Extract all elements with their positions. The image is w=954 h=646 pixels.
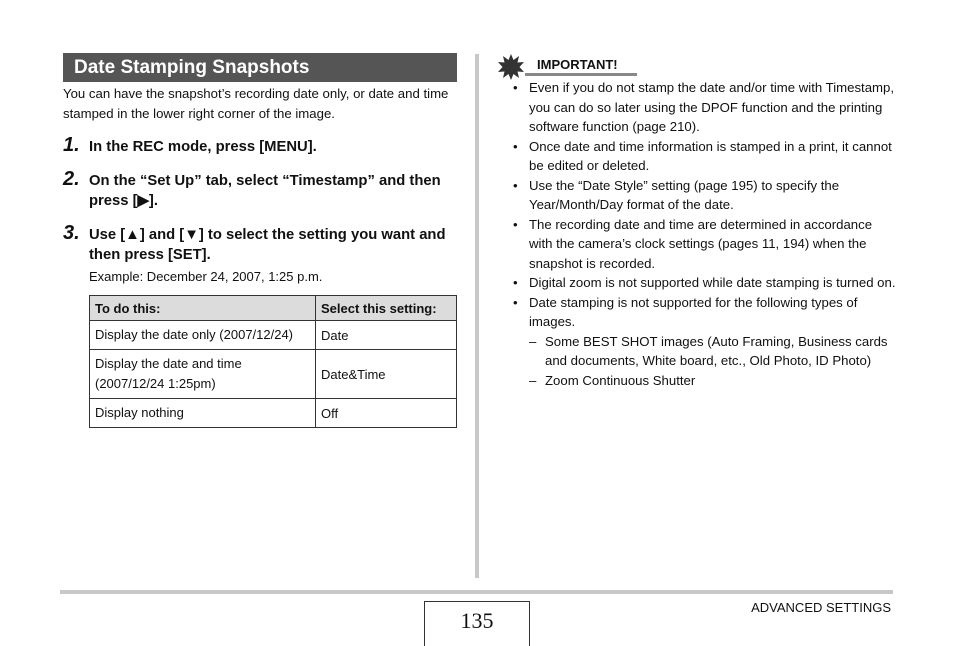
step-text: In the REC mode, press [MENU]. bbox=[89, 139, 317, 155]
left-column bbox=[63, 53, 457, 284]
step-3 bbox=[63, 222, 457, 265]
table-cell: Display the date and time (2007/12/24 1:25pm) bbox=[90, 350, 316, 399]
bullet-icon: • bbox=[513, 275, 518, 290]
table-row bbox=[90, 321, 457, 350]
important-header bbox=[497, 54, 897, 76]
sub-list-item bbox=[529, 371, 897, 391]
step-number: 1. bbox=[63, 134, 80, 156]
important-label: IMPORTANT! bbox=[537, 57, 618, 72]
list-item bbox=[497, 78, 897, 137]
step-number: 3. bbox=[63, 222, 80, 244]
example-text: Example: December 24, 2007, 1:25 p.m. bbox=[89, 269, 323, 284]
step-number: 2. bbox=[63, 168, 80, 190]
section-title: Date Stamping Snapshots bbox=[74, 56, 310, 78]
page-number-box bbox=[424, 601, 530, 646]
bullet-icon: • bbox=[513, 177, 518, 193]
right-column bbox=[497, 54, 897, 390]
important-list bbox=[497, 78, 897, 390]
sub-list bbox=[529, 332, 897, 391]
list-item bbox=[497, 293, 897, 391]
bullet-icon: • bbox=[513, 138, 518, 154]
list-item bbox=[497, 273, 897, 293]
page-number: 135 bbox=[460, 608, 494, 633]
table-row bbox=[90, 350, 457, 399]
bullet-icon: • bbox=[513, 294, 518, 310]
intro-text: You can have the snapshot’s recording date only, or date and time stamped in the lower right corner of the image. bbox=[63, 86, 449, 121]
footer-rule bbox=[60, 590, 893, 594]
dash-icon: – bbox=[529, 333, 537, 349]
table-cell: Display nothing bbox=[90, 399, 316, 428]
list-item-text: Use the “Date Style” setting (page 195) to specify the Year/Month/Day format of the date. bbox=[529, 177, 840, 212]
table-header: To do this: bbox=[90, 296, 316, 321]
list-item-text: Date stamping is not supported for the following types of images. bbox=[529, 294, 858, 329]
table-header-row bbox=[90, 296, 457, 321]
step-text: Use [▲] and [▼] to select the setting you want and then press [SET]. bbox=[89, 227, 446, 263]
step-2 bbox=[63, 168, 457, 211]
list-item bbox=[497, 176, 897, 215]
important-underline bbox=[525, 73, 637, 76]
bullet-icon: • bbox=[513, 216, 518, 232]
settings-table bbox=[89, 295, 457, 428]
list-item-text: Digital zoom is not supported while date stamping is turned on. bbox=[529, 275, 896, 290]
column-divider bbox=[475, 54, 479, 578]
table-cell: Off bbox=[316, 399, 457, 428]
list-item-text: Once date and time information is stamped in a print, it cannot be edited or deleted. bbox=[529, 138, 892, 173]
table-cell: Date&Time bbox=[316, 350, 457, 399]
list-item-text: Even if you do not stamp the date and/or time with Timestamp, you can do so later using the DPOF function and the printing software function (page 210). bbox=[529, 80, 895, 134]
footer-section-name: ADVANCED SETTINGS bbox=[751, 600, 891, 615]
step-1 bbox=[63, 134, 457, 157]
table-header: Select this setting: bbox=[316, 296, 457, 321]
table-cell: Display the date only (2007/12/24) bbox=[90, 321, 316, 350]
sub-list-item-text: Some BEST SHOT images (Auto Framing, Business cards and documents, White board, etc., Old Photo, ID Photo) bbox=[545, 333, 888, 368]
step-text: On the “Set Up” tab, select “Timestamp” and then press [▶]. bbox=[89, 173, 441, 209]
sub-list-item bbox=[529, 332, 897, 371]
list-item bbox=[497, 137, 897, 176]
bullet-icon: • bbox=[513, 80, 518, 95]
table-cell: Date bbox=[316, 321, 457, 350]
dash-icon: – bbox=[529, 372, 537, 388]
section-title-bar bbox=[63, 53, 457, 82]
list-item-text: The recording date and time are determined in accordance with the camera’s clock settings (pages 11, 194) when the snapshot is recorded. bbox=[529, 216, 873, 271]
important-burst-icon bbox=[497, 54, 525, 80]
sub-list-item-text: Zoom Continuous Shutter bbox=[545, 372, 696, 388]
list-item bbox=[497, 215, 897, 274]
table-row bbox=[90, 399, 457, 428]
